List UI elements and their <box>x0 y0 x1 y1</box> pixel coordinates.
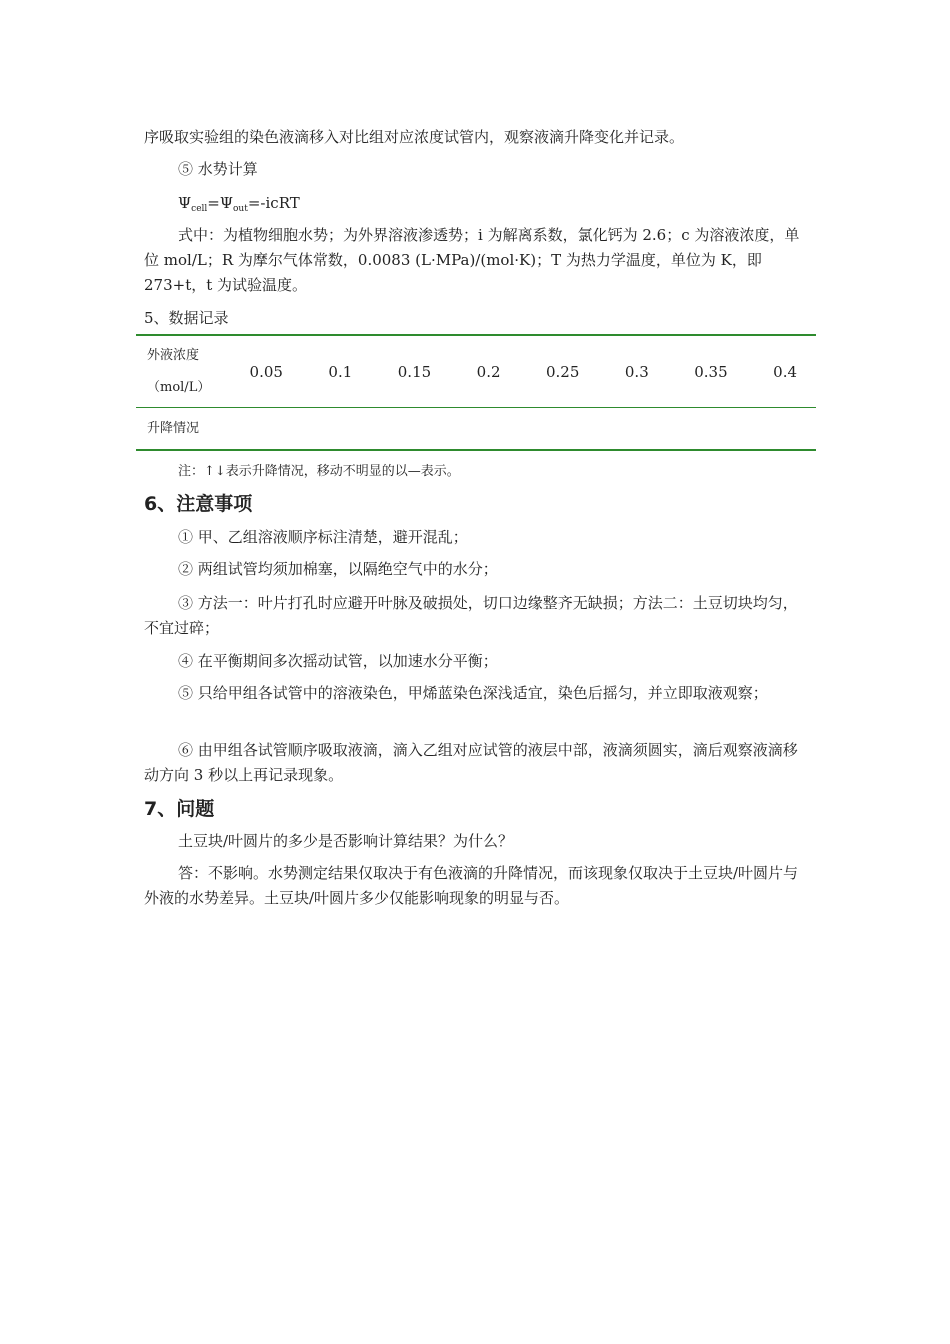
list-item: ② 两组试管均须加棉塞，以隔绝空气中的水分； <box>178 560 498 578</box>
table-cell <box>668 408 754 451</box>
water-potential-formula <box>144 191 809 222</box>
data-record-heading: 5、数据记录 <box>144 309 229 327</box>
formula-subscript-out: out <box>233 204 248 214</box>
list-item: ⑤ 只给甲组各试管中的溶液染色，甲烯蓝染色深浅适宜，染色后摇匀，并立即取液观察； <box>178 684 768 702</box>
answer-text: 答：不影响。水势测定结果仅取决于有色液滴的升降情况，而该现象仅取决于土豆块/叶圆片与外液的水势差异。土豆块/叶圆片多少仅能影响现象的明显与否。 <box>144 864 799 907</box>
table-header-concentration <box>136 335 223 408</box>
table-cell <box>458 408 520 451</box>
table-cell: 0.25 <box>519 335 605 408</box>
step-water-potential-heading: ⑤ 水势计算 <box>178 160 258 178</box>
table-cell <box>519 408 605 451</box>
paragraph-continuation: 序吸取实验组的染色液滴移入对比组对应浓度试管内，观察液滴升降变化并记录。 <box>144 128 685 146</box>
table-cell: 0.4 <box>754 335 816 408</box>
formula-equals-psi: =Ψ <box>207 194 234 212</box>
table-cell: 0.15 <box>371 335 457 408</box>
header-line-1: 外液浓度 <box>147 347 200 363</box>
formula-explanation: 式中：为植物细胞水势；为外界溶液渗透势；i 为解离系数，氯化钙为 2.6；c 为溶液浓度，单位 mol/L；R 为摩尔气体常数，0.0083 (L·MPa)/(mol·K)；T 为热力学温度，单位为 K，即 273+t，t 为试验温度。 <box>144 226 800 294</box>
formula-psi: Ψ <box>178 194 192 212</box>
table-cell <box>371 408 457 451</box>
list-item: ④ 在平衡期间多次摇动试管，以加速水分平衡； <box>178 652 498 670</box>
table-header-rise-fall: 升降情况 <box>136 408 223 451</box>
header-line-2: （mol/L） <box>147 379 211 395</box>
table-row-rise-fall <box>136 408 816 451</box>
list-item: ③ 方法一：叶片打孔时应避开叶脉及破损处，切口边缘整齐无缺损；方法二：土豆切块均匀，不宜过碎； <box>144 594 798 637</box>
section-7-title: 7、问题 <box>144 798 215 820</box>
table-cell: 0.05 <box>223 335 309 408</box>
table-cell <box>223 408 309 451</box>
table-cell <box>309 408 371 451</box>
table-cell <box>754 408 816 451</box>
data-table <box>136 334 816 451</box>
table-cell: 0.1 <box>309 335 371 408</box>
list-item: ① 甲、乙组溶液顺序标注清楚，避开混乱； <box>178 528 468 546</box>
section-6-title: 6、注意事项 <box>144 493 253 515</box>
table-cell <box>606 408 668 451</box>
table-cell: 0.3 <box>606 335 668 408</box>
table-cell: 0.2 <box>458 335 520 408</box>
list-item: ⑥ 由甲组各试管顺序吸取液滴，滴入乙组对应试管的液层中部，液滴须圆实，滴后观察液滴移动方向 3 秒以上再记录现象。 <box>144 741 798 784</box>
table-note: 注：↑↓表示升降情况，移动不明显的以—表示。 <box>178 464 460 479</box>
table-cell: 0.35 <box>668 335 754 408</box>
formula-subscript-cell: cell <box>191 204 208 214</box>
table-row-concentration <box>136 335 816 408</box>
formula-rest: =-icRT <box>247 194 300 212</box>
question-text: 土豆块/叶圆片的多少是否影响计算结果？为什么？ <box>178 832 514 850</box>
